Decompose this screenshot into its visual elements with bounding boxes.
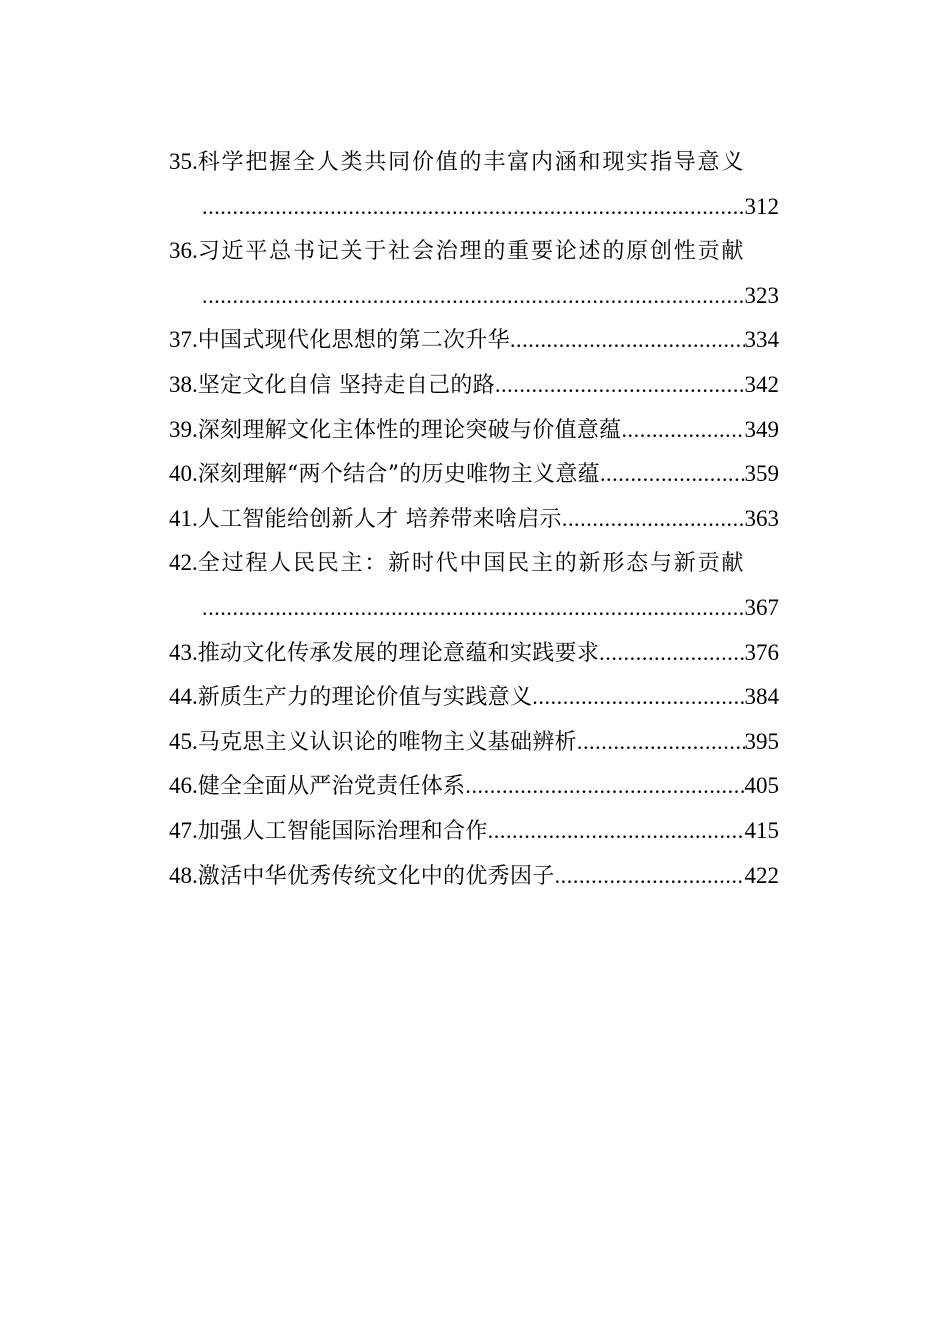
toc-number: 44. bbox=[169, 684, 198, 710]
toc-entry-37[interactable] bbox=[169, 318, 791, 363]
toc-number: 36. bbox=[169, 238, 198, 264]
toc-page-number: 359 bbox=[744, 461, 779, 487]
dot-leader bbox=[621, 408, 744, 453]
toc-page-number: 395 bbox=[744, 728, 779, 754]
toc-title: 深刻理解“两个结合”的历史唯物主义意蕴 bbox=[197, 462, 600, 488]
dot-leader bbox=[495, 363, 745, 408]
toc-number: 38. bbox=[169, 371, 198, 397]
toc-number: 35. bbox=[169, 149, 198, 174]
toc-entry-46[interactable] bbox=[169, 764, 791, 809]
toc-page-number: 376 bbox=[744, 639, 779, 665]
toc-page-number: 415 bbox=[744, 817, 779, 843]
toc-title: 人工智能给创新人才 培养带来啥启示 bbox=[197, 506, 562, 532]
toc-title: 坚定文化自信 坚持走自己的路 bbox=[197, 372, 495, 398]
toc-entry-36[interactable] bbox=[169, 229, 791, 318]
dot-leader bbox=[202, 274, 745, 319]
toc-page-number: 363 bbox=[744, 505, 779, 531]
dot-leader bbox=[532, 675, 744, 720]
toc-page-number: 367 bbox=[744, 594, 779, 620]
toc-number: 48. bbox=[169, 862, 198, 888]
toc-number: 46. bbox=[169, 773, 198, 799]
toc-number: 39. bbox=[169, 416, 198, 442]
toc-entry-43[interactable] bbox=[169, 631, 791, 676]
toc-page-number: 405 bbox=[744, 773, 779, 799]
toc-page-number: 349 bbox=[744, 416, 779, 442]
toc-number: 43. bbox=[169, 639, 198, 665]
toc-title: 新质生产力的理论价值与实践意义 bbox=[197, 685, 533, 711]
toc-title: 加强人工智能国际治理和合作 bbox=[197, 818, 488, 844]
toc-page-number: 312 bbox=[744, 193, 779, 219]
dot-leader bbox=[599, 631, 744, 676]
dot-leader bbox=[510, 318, 745, 363]
toc-entry-47[interactable] bbox=[169, 809, 791, 854]
dot-leader bbox=[577, 720, 745, 765]
toc-number: 37. bbox=[169, 327, 198, 353]
toc-page-number: 384 bbox=[744, 684, 779, 710]
dot-leader bbox=[562, 497, 745, 542]
toc-page-number: 334 bbox=[744, 327, 779, 353]
dot-leader bbox=[555, 854, 745, 899]
toc-page-number: 422 bbox=[744, 862, 779, 888]
dot-leader bbox=[465, 764, 744, 809]
toc-title: 推动文化传承发展的理论意蕴和实践要求 bbox=[197, 640, 600, 666]
toc-title: 健全全面从严治党责任体系 bbox=[197, 774, 466, 800]
toc-page-number: 323 bbox=[744, 282, 779, 308]
dot-leader bbox=[202, 586, 745, 631]
toc-entry-40[interactable] bbox=[169, 452, 791, 497]
dot-leader bbox=[202, 185, 745, 230]
table-of-contents bbox=[169, 140, 791, 898]
dot-leader bbox=[600, 452, 745, 497]
toc-title: 中国式现代化思想的第二次升华 bbox=[197, 328, 510, 354]
toc-number: 40. bbox=[169, 461, 198, 487]
toc-title: 习近平总书记关于社会治理的重要论述的原创性贡献 bbox=[197, 239, 746, 265]
toc-entry-44[interactable] bbox=[169, 675, 791, 720]
toc-entry-45[interactable] bbox=[169, 720, 791, 765]
toc-page-number: 342 bbox=[744, 371, 779, 397]
toc-number: 42. bbox=[169, 550, 198, 576]
toc-entry-48[interactable] bbox=[169, 854, 791, 899]
toc-entry-41[interactable] bbox=[169, 497, 791, 542]
toc-title: 马克思主义认识论的唯物主义基础辨析 bbox=[197, 729, 577, 755]
dot-leader bbox=[488, 809, 745, 854]
toc-number: 41. bbox=[169, 505, 198, 531]
toc-title: 全过程人民民主：新时代中国民主的新形态与新贡献 bbox=[197, 551, 746, 577]
toc-title: 激活中华优秀传统文化中的优秀因子 bbox=[197, 863, 555, 889]
toc-number: 47. bbox=[169, 817, 198, 843]
toc-number: 45. bbox=[169, 728, 198, 754]
toc-entry-38[interactable] bbox=[169, 363, 791, 408]
toc-entry-39[interactable] bbox=[169, 408, 791, 453]
toc-entry-42[interactable] bbox=[169, 541, 791, 630]
toc-title: 深刻理解文化主体性的理论突破与价值意蕴 bbox=[197, 417, 622, 443]
toc-entry-35[interactable] bbox=[169, 140, 791, 229]
toc-title: 科学把握全人类共同价值的丰富内涵和现实指导意义 bbox=[197, 150, 746, 175]
